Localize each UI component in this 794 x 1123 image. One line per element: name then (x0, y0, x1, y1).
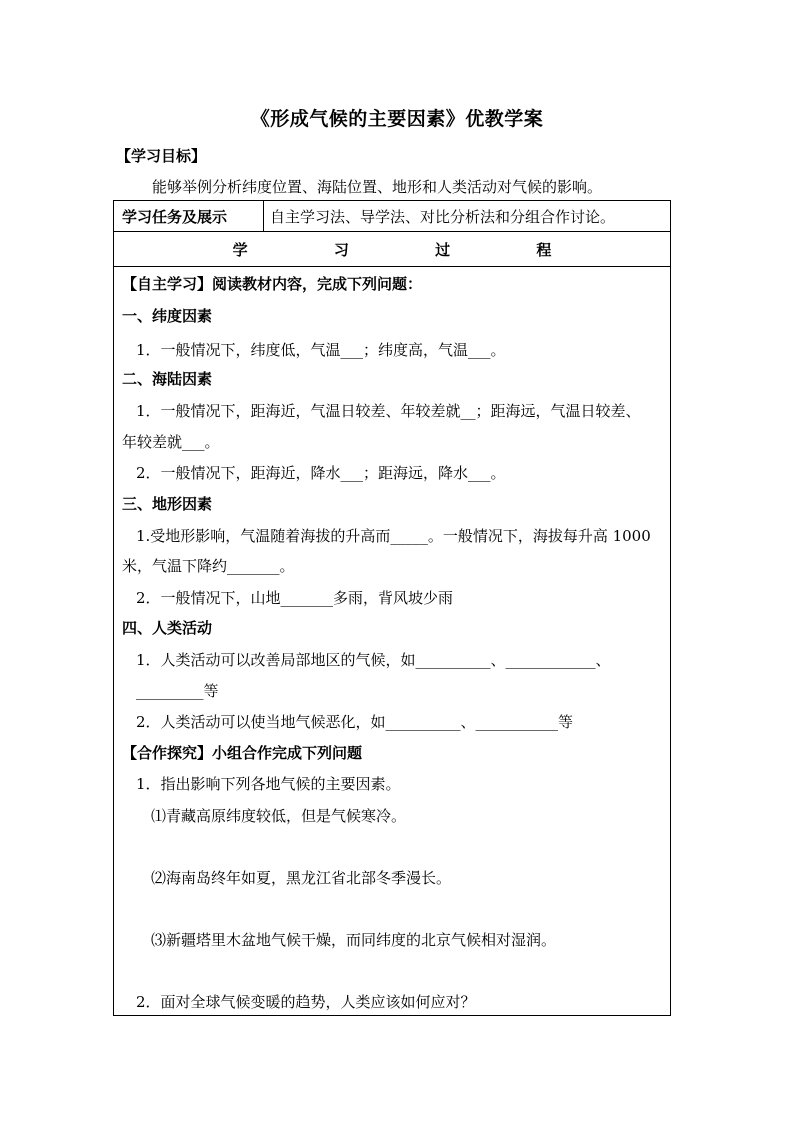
cooperation-question-2: 2．面对全球气候变暖的趋势，人类应该如何应对？ (136, 993, 476, 1011)
process-char: 习 (333, 240, 349, 259)
section-latitude-title: 一、纬度因素 (122, 307, 213, 325)
question-land-sea-1a: 1．一般情况下，距海近，气温日较差、年较差就__；距海远，气温日较差、 (136, 402, 641, 420)
question-terrain-1a: 1.受地形影响，气温随着海拔的升高而_____。一般情况下，海拔每升高 1000 (136, 527, 651, 545)
process-row (114, 232, 671, 267)
section-land-sea-title: 二、海陆因素 (122, 370, 213, 388)
lesson-plan-table (113, 200, 671, 1016)
question-land-sea-2: 2．一般情况下，距海近，降水___；距海远，降水___。 (136, 464, 506, 482)
process-char: 学 (232, 240, 248, 259)
section-human-title: 四、人类活动 (122, 619, 213, 637)
cooperation-question-1a: ⑴青藏高原纬度较低，但是气候寒冷。 (151, 807, 407, 825)
content-cell (114, 267, 671, 1016)
question-human-1a: 1．人类活动可以改善局部地区的气候，如__________、____________、 (136, 651, 611, 669)
self-study-heading: 【自主学习】阅读教材内容，完成下列问题： (122, 275, 423, 293)
question-land-sea-1b: 年较差就___。 (122, 433, 220, 451)
task-methods: 自主学习法、导学法、对比分析法和分组合作讨论。 (264, 201, 671, 232)
process-char: 过 (435, 240, 451, 259)
cooperation-question-1b: ⑵海南岛终年如夏，黑龙江省北部冬季漫长。 (151, 869, 452, 887)
section-terrain-title: 三、地形因素 (122, 495, 213, 513)
question-latitude-1: 1．一般情况下，纬度低，气温___；纬度高，气温___。 (136, 341, 506, 359)
task-label: 学习任务及展示 (114, 201, 264, 232)
process-char: 程 (536, 240, 552, 259)
cooperation-heading: 【合作探究】小组合作完成下列问题 (122, 744, 363, 762)
question-human-2: 2．人类活动可以使当地气候恶化，如__________、___________等 (136, 713, 574, 731)
document-title: 《形成气候的主要因素》优教学案 (250, 108, 544, 130)
question-terrain-2: 2．一般情况下，山地_______多雨，背风坡少雨 (136, 589, 454, 607)
content-row (114, 267, 671, 1016)
task-row (114, 201, 671, 232)
process-heading (114, 232, 671, 267)
question-terrain-1b: 米，气温下降约_______。 (122, 557, 295, 575)
objectives-heading: 【学习目标】 (116, 147, 207, 165)
cooperation-question-1c: ⑶新疆塔里木盆地气候干燥，而同纬度的北京气候相对湿润。 (151, 931, 557, 949)
objectives-text: 能够举例分析纬度位置、海陆位置、地形和人类活动对气候的影响。 (152, 178, 603, 196)
cooperation-question-1: 1．指出影响下列各地气候的主要因素。 (136, 775, 401, 793)
question-human-1b: _________等 (136, 682, 219, 700)
